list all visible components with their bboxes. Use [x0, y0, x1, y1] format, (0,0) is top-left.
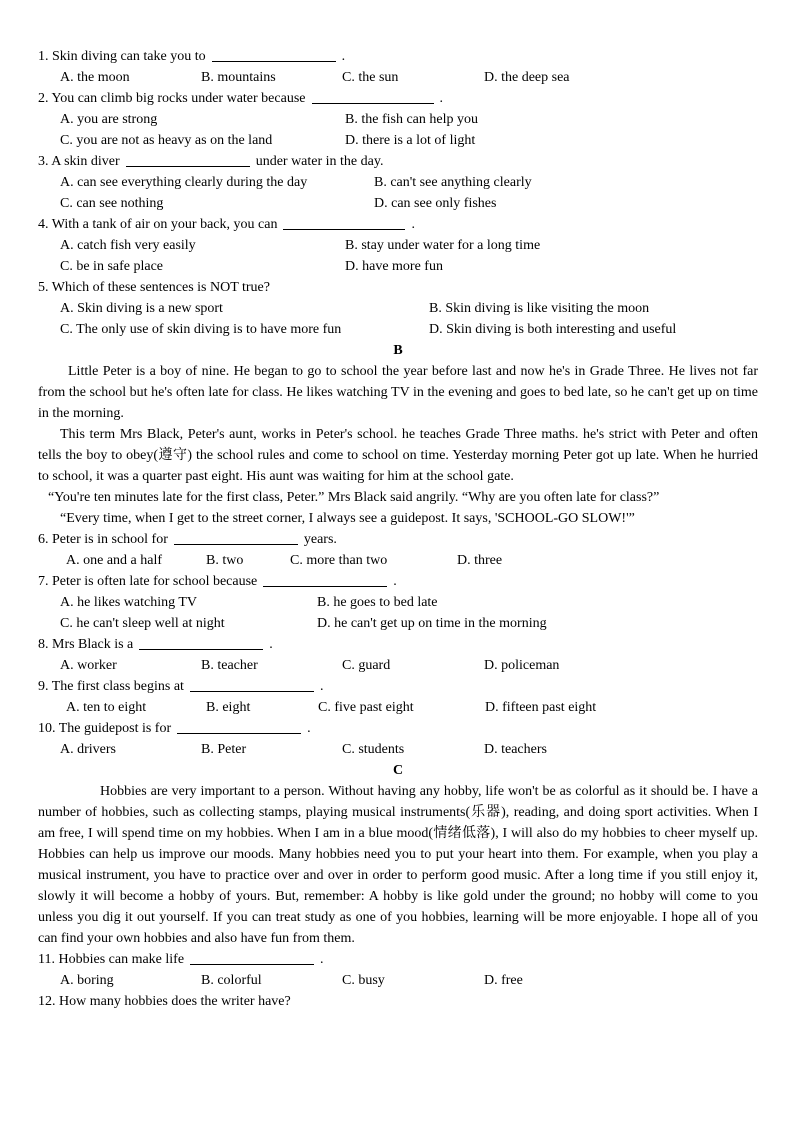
section-b-title: B: [393, 343, 403, 358]
section-c-title: C: [392, 763, 404, 778]
option-c[interactable]: C. you are not as heavy as on the land: [60, 133, 273, 148]
option-d[interactable]: D. fifteen past eight: [485, 700, 597, 715]
option-b[interactable]: B. teacher: [201, 658, 258, 673]
options-7a: [38, 592, 758, 613]
question-2: 2. You can climb big rocks under water because .: [38, 91, 443, 106]
option-c[interactable]: C. students: [342, 742, 405, 757]
option-b[interactable]: B. Skin diving is like visiting the moon: [429, 301, 650, 316]
option-d[interactable]: D. he can't get up on time in the morning: [317, 616, 547, 631]
answer-blank[interactable]: [283, 215, 405, 230]
option-d[interactable]: D. Skin diving is both interesting and useful: [429, 322, 677, 337]
option-c[interactable]: C. more than two: [290, 553, 388, 568]
option-a[interactable]: A. the moon: [60, 70, 130, 85]
options-3a: [38, 172, 758, 193]
option-c[interactable]: C. The only use of skin diving is to have more fun: [60, 322, 342, 337]
options-8: [38, 655, 758, 676]
answer-blank[interactable]: [312, 89, 434, 104]
option-d[interactable]: D. three: [457, 553, 503, 568]
worksheet-page: [38, 46, 758, 1012]
options-4a: [38, 235, 758, 256]
question-4: 4. With a tank of air on your back, you can .: [38, 217, 415, 232]
question-10: 10. The guidepost is for .: [38, 721, 311, 736]
option-b[interactable]: B. two: [206, 553, 244, 568]
question-8: 8. Mrs Black is a .: [38, 637, 273, 652]
answer-blank[interactable]: [139, 635, 263, 650]
option-c[interactable]: C. guard: [342, 658, 391, 673]
question-3: 3. A skin diver under water in the day.: [38, 154, 384, 169]
option-d[interactable]: D. can see only fishes: [374, 196, 497, 211]
option-c[interactable]: C. be in safe place: [60, 259, 164, 274]
question-7: 7. Peter is often late for school because .: [38, 574, 397, 589]
answer-blank[interactable]: [263, 572, 387, 587]
options-5b: [38, 319, 758, 340]
option-a[interactable]: A. Skin diving is a new sport: [60, 301, 223, 316]
option-b[interactable]: B. mountains: [201, 70, 276, 85]
question-6: 6. Peter is in school for years.: [38, 532, 337, 547]
options-3b: [38, 193, 758, 214]
answer-blank[interactable]: [190, 950, 314, 965]
option-a[interactable]: A. one and a half: [66, 553, 163, 568]
question-11: 11. Hobbies can make life .: [38, 952, 324, 967]
question-12: 12. How many hobbies does the writer have?: [38, 994, 291, 1009]
option-d[interactable]: D. policeman: [484, 658, 560, 673]
section-b-paragraph-3: “You're ten minutes late for the first class, Peter.” Mrs Black said angrily. “Why are you often late for class?”: [48, 490, 660, 505]
option-b[interactable]: B. eight: [206, 700, 251, 715]
options-9: [38, 697, 758, 718]
option-d[interactable]: D. there is a lot of light: [345, 133, 476, 148]
option-a[interactable]: A. he likes watching TV: [60, 595, 197, 610]
options-7b: [38, 613, 758, 634]
options-4b: [38, 256, 758, 277]
answer-blank[interactable]: [177, 719, 301, 734]
option-c[interactable]: C. the sun: [342, 70, 399, 85]
option-a[interactable]: A. can see everything clearly during the day: [60, 175, 308, 190]
option-b[interactable]: B. colorful: [201, 973, 262, 988]
options-5a: [38, 298, 758, 319]
question-9: 9. The first class begins at .: [38, 679, 324, 694]
option-a[interactable]: A. worker: [60, 658, 117, 673]
section-b-paragraph-2: This term Mrs Black, Peter's aunt, works in Peter's school. he teaches Grade Three maths. he's strict with Peter and often tells the boy to obey(遵守) the school rules and come to school on time. Yesterday morning Peter got up late. When he hurried to school, it was a quarter past eight. His aunt was waiting for him at the school gate.: [38, 427, 758, 484]
options-10: [38, 739, 758, 760]
option-a[interactable]: A. boring: [60, 973, 114, 988]
option-b[interactable]: B. stay under water for a long time: [345, 238, 541, 253]
options-2b: [38, 130, 758, 151]
option-a[interactable]: A. you are strong: [60, 112, 158, 127]
option-a[interactable]: A. catch fish very easily: [60, 238, 196, 253]
option-c[interactable]: C. five past eight: [318, 700, 414, 715]
section-b-paragraph-1: Little Peter is a boy of nine. He began to go to school the year before last and now he's in Grade Three. He lives not far from the school but he's often late for class. He likes watching TV in the evening and goes to bed late, so he can't get up on time in the morning.: [38, 364, 758, 421]
option-a[interactable]: A. ten to eight: [66, 700, 147, 715]
option-d[interactable]: D. the deep sea: [484, 70, 570, 85]
option-b[interactable]: B. the fish can help you: [345, 112, 478, 127]
section-b-paragraph-4: “Every time, when I get to the street corner, I always see a guidepost. It says, 'SCHOOL-GO SLOW!'”: [60, 511, 635, 526]
option-b[interactable]: B. he goes to bed late: [317, 595, 438, 610]
option-b[interactable]: B. can't see anything clearly: [374, 175, 532, 190]
answer-blank[interactable]: [174, 530, 298, 545]
answer-blank[interactable]: [126, 152, 250, 167]
answer-blank[interactable]: [212, 47, 336, 62]
options-11: [38, 970, 758, 991]
option-a[interactable]: A. drivers: [60, 742, 116, 757]
options-2a: [38, 109, 758, 130]
option-d[interactable]: D. free: [484, 973, 523, 988]
section-c-paragraph-1: Hobbies are very important to a person. Without having any hobby, life won't be as colorful as it should be. I have a number of hobbies, such as collecting stamps, playing musical instruments(乐器), reading, and doing sport activities. When I am free, I will spend time on my hobbies. When I am in a blue mood(情绪低落), I will also do my hobbies to cheer myself up. Hobbies can help us improve our moods. Many hobbies need you to put your heart into them. For example, when you play a musical instrument, you have to practice over and over in order to perform good music. After a long time if you still enjoy it, slowly it will become a hobby of yours. But, remember: A hobby is like gold under the ground; no hobby will come to you unless you dig it out yourself. If you can treat study as one of you hobbies, learning will be more enjoyable. I hope all of you can find your own hobbies and also have fun from them.: [38, 784, 758, 946]
option-b[interactable]: B. Peter: [201, 742, 247, 757]
question-1: 1. Skin diving can take you to .: [38, 49, 346, 64]
option-c[interactable]: C. busy: [342, 973, 385, 988]
option-d[interactable]: D. teachers: [484, 742, 547, 757]
option-c[interactable]: C. can see nothing: [60, 196, 164, 211]
options-1: [38, 67, 758, 88]
answer-blank[interactable]: [190, 677, 314, 692]
option-d[interactable]: D. have more fun: [345, 259, 443, 274]
question-5: 5. Which of these sentences is NOT true?: [38, 280, 270, 295]
options-6: [38, 550, 758, 571]
option-c[interactable]: C. he can't sleep well at night: [60, 616, 225, 631]
